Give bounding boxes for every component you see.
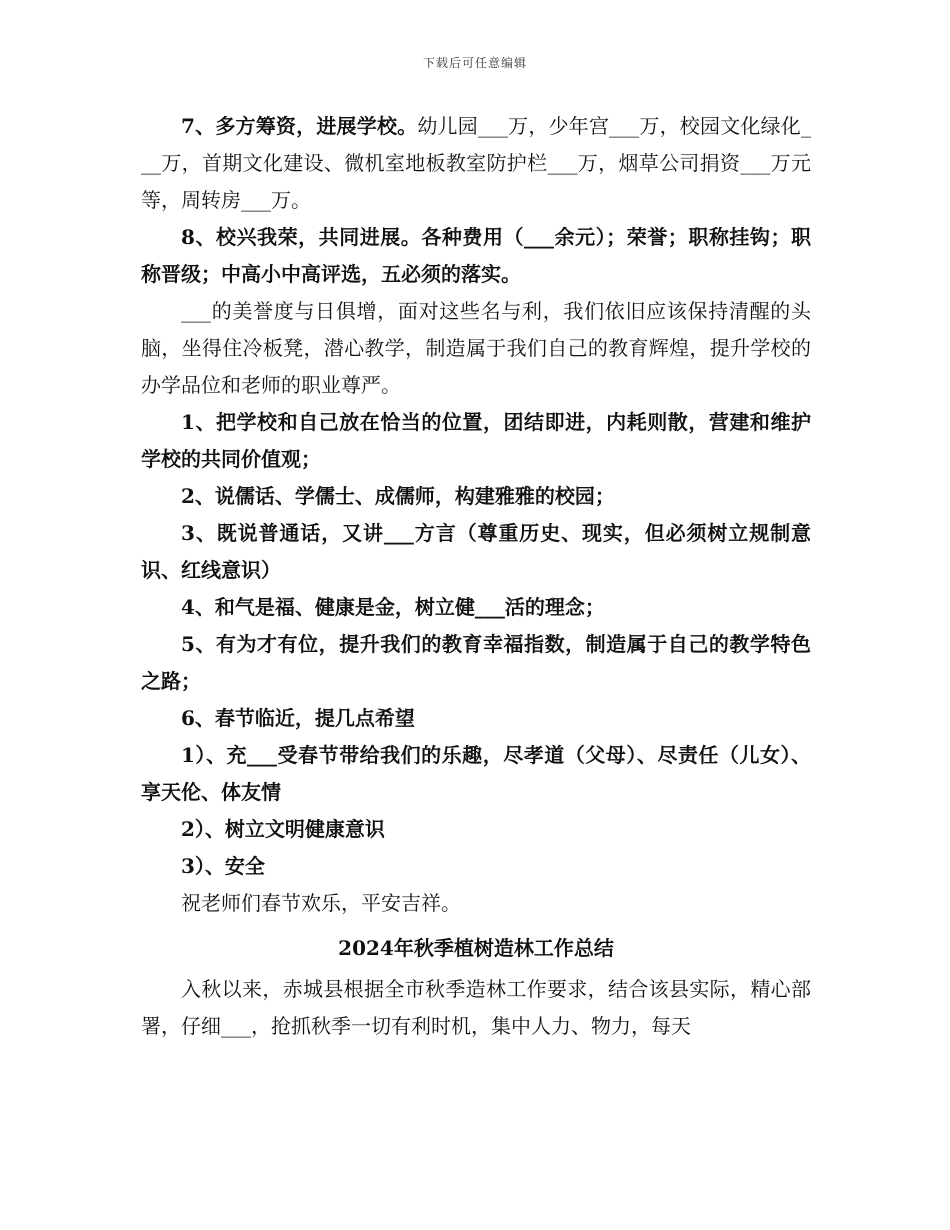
section-paragraph: 入秋以来，赤城县根据全市秋季造林工作要求，结合该县实际，精心部署，仔细___，抢抓秋季一切有利时机，集中人力、物力，每天 bbox=[141, 977, 811, 1038]
sub-item-3: 3）、安全 bbox=[181, 854, 265, 878]
list-item-4: 4、和气是福、健康是金，树立健___活的理念； bbox=[181, 595, 605, 619]
paragraph-text: 幼儿园___万，少年宫___万，校园文化绿化___万，首期文化建设、微机室地板教室防护栏___万，烟草公司捐资___万元等，周转房___万。 bbox=[141, 114, 812, 212]
paragraph-reputation: ___的美誉度与日俱增，面对这些名与利，我们依旧应该保持清醒的头脑，坐得住冷板凳，潜心教学，制造属于我们自己的教育辉煌，提升学校的办学品位和老师的职业尊严。 bbox=[141, 299, 811, 397]
list-item-1: 1、把学校和自己放在恰当的位置，团结即进，内耗则散，营建和维护学校的共同价值观； bbox=[141, 410, 811, 471]
paragraph-7-funding bbox=[141, 108, 811, 219]
sub-item-2: 2）、树立文明健康意识 bbox=[181, 817, 385, 841]
paragraph-8-development: 8、校兴我荣，共同进展。各种费用（___余元）；荣誉；职称挂钩；职称晋级；中高小中高评选，五必须的落实。 bbox=[141, 225, 811, 286]
section-title: 2024年秋季植树造林工作总结 bbox=[338, 936, 614, 960]
list-item-5: 5、有为才有位，提升我们的教育幸福指数，制造属于自己的教学特色之路； bbox=[141, 632, 811, 693]
list-item-3: 3、既说普通话，又讲___方言（尊重历史、现实，但必须树立规制意识、红线意识） bbox=[141, 521, 811, 582]
list-item-2: 2、说儒话、学儒士、成儒师，构建雅雅的校园； bbox=[181, 484, 615, 508]
sub-item-1: 1）、充___受春节带给我们的乐趣，尽孝道（父母）、尽责任（儿女）、享天伦、体友情 bbox=[141, 743, 811, 804]
document-body bbox=[141, 108, 811, 1045]
paragraph-lead: 7、多方筹资，进展学校。 bbox=[181, 114, 418, 138]
list-item-6: 6、春节临近，提几点希望 bbox=[181, 706, 415, 730]
closing-wishes: 祝老师们春节欢乐，平安吉祥。 bbox=[181, 891, 461, 915]
page-header: 下载后可任意编辑 bbox=[422, 56, 527, 70]
